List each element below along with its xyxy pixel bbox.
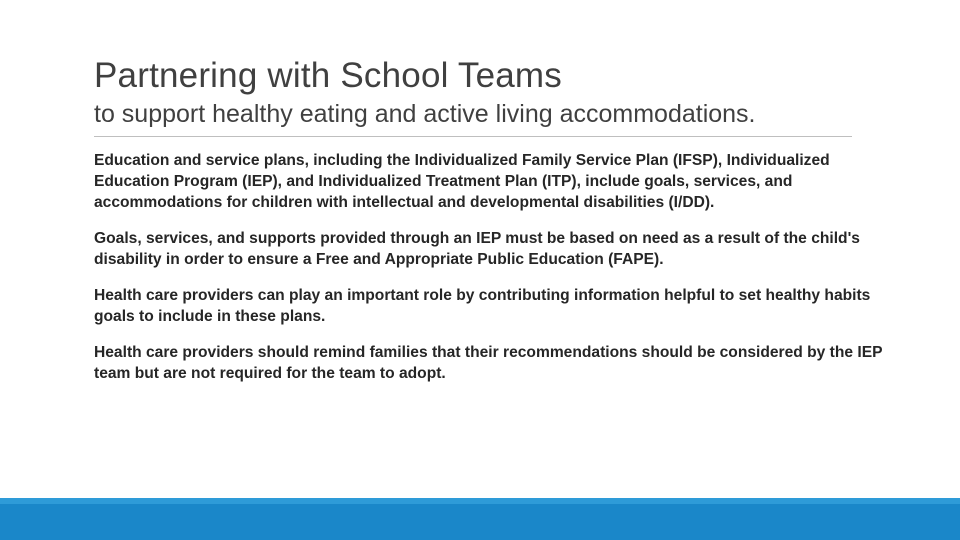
- paragraph-iep-goals: Goals, services, and supports provided through an IEP must be based on need as a result of the child's disability in order to ensure a Free and Appropriate Public Education (FAPE).: [94, 230, 860, 268]
- paragraph-education-plans: Education and service plans, including the Individualized Family Service Plan (IFSP), Individualized Education Program (IEP), and Individualized Treatment Plan (ITP), include goals, services, and accommodations for children with intellectual and developmental disabilities (I/DD).: [94, 152, 830, 211]
- slide-body: [94, 150, 884, 399]
- slide-title: Partnering with School Teams: [94, 56, 562, 95]
- footer-band: [0, 498, 960, 540]
- paragraph-provider-reminder: Health care providers should remind families that their recommendations should be considered by the IEP team but are not required for the team to adopt.: [94, 344, 883, 382]
- title-divider: [94, 136, 852, 137]
- slide-subtitle: to support healthy eating and active living accommodations.: [94, 100, 756, 128]
- paragraph-provider-role: Health care providers can play an important role by contributing information helpful to set healthy habits goals to include in these plans.: [94, 287, 871, 325]
